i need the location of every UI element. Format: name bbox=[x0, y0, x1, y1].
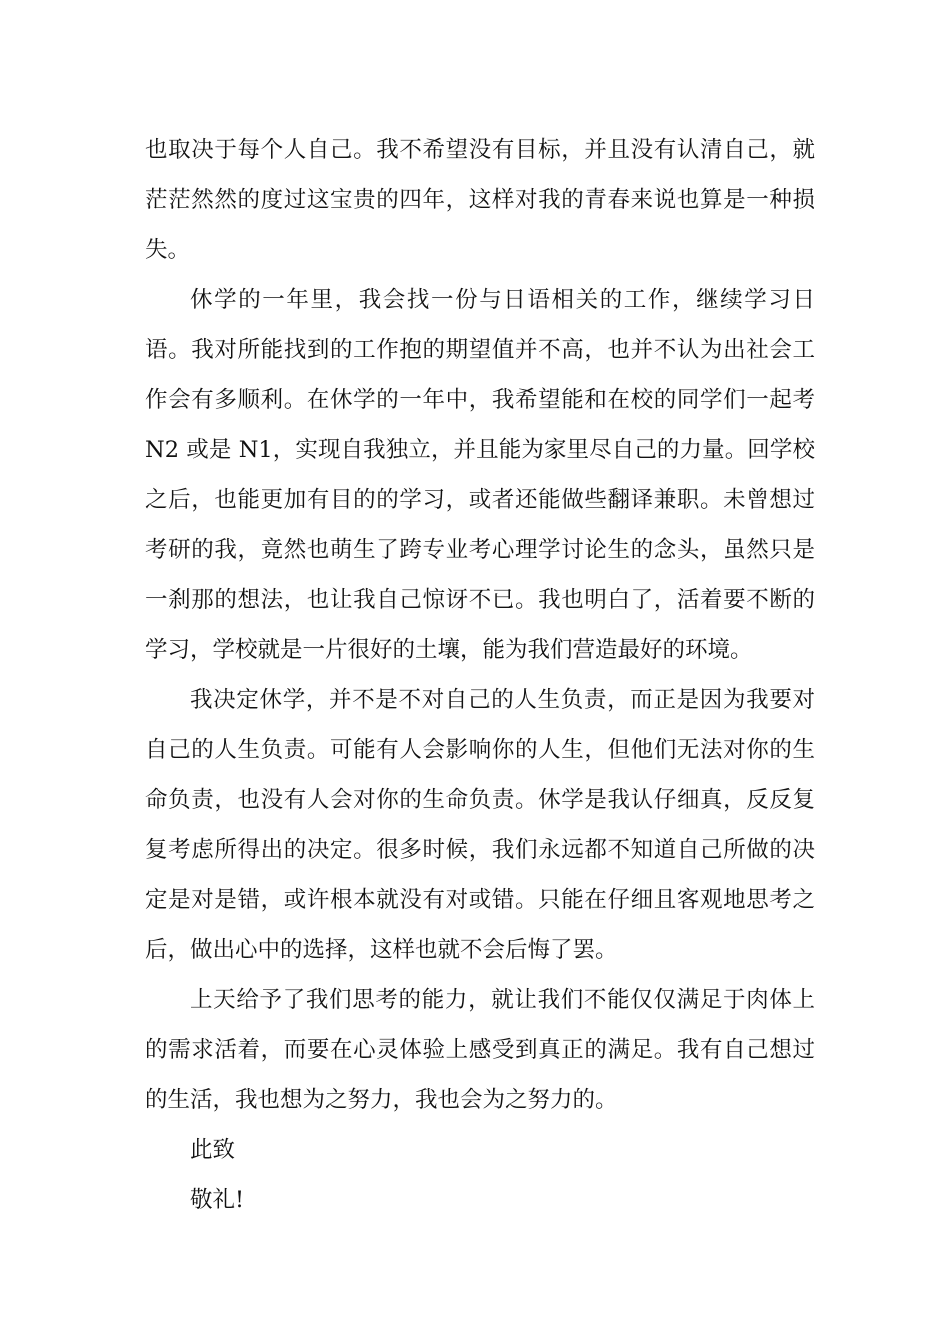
letter-closing: 此致 bbox=[190, 1137, 236, 1163]
letter-salutation: 敬礼! bbox=[190, 1187, 245, 1213]
paragraph-conclusion: 上天给予了我们思考的能力，就让我们不能仅仅满足于肉体上的需求活着，而要在心灵体验上感受到真正的满足。我有自己想过的生活，我也想为之努力，我也会为之努力的。 bbox=[145, 987, 815, 1113]
paragraph-continuation: 也取决于每个人自己。我不希望没有目标，并且没有认清自己，就茫茫然然的度过这宝贵的四年，这样对我的青春来说也算是一种损失。 bbox=[145, 137, 815, 263]
letter-body bbox=[145, 125, 815, 1225]
paragraph-suspension-plan: 休学的一年里，我会找一份与日语相关的工作，继续学习日语。我对所能找到的工作抱的期望值并不高，也并不认为出社会工作会有多顺利。在休学的一年中，我希望能和在校的同学们一起考 N2 或是 N1，实现自我独立，并且能为家里尽自己的力量。回学校之后，也能更加有目的的学习，或者还能做些翻译兼职。未曾想过考研的我，竟然也萌生了跨专业考心理学讨论生的念头，虽然只是一刹那的想法，也让我自己惊讶不已。我也明白了，活着要不断的学习，学校就是一片很好的土壤，能为我们营造最好的环境。 bbox=[145, 287, 815, 663]
paragraph-responsibility: 我决定休学，并不是不对自己的人生负责，而正是因为我要对自己的人生负责。可能有人会影响你的人生，但他们无法对你的生命负责，也没有人会对你的生命负责。休学是我认仔细真，反反复复考虑所得出的决定。很多时候，我们永远都不知道自己所做的决定是对是错，或许根本就没有对或错。只能在仔细且客观地思考之后，做出心中的选择，这样也就不会后悔了罢。 bbox=[145, 687, 815, 963]
